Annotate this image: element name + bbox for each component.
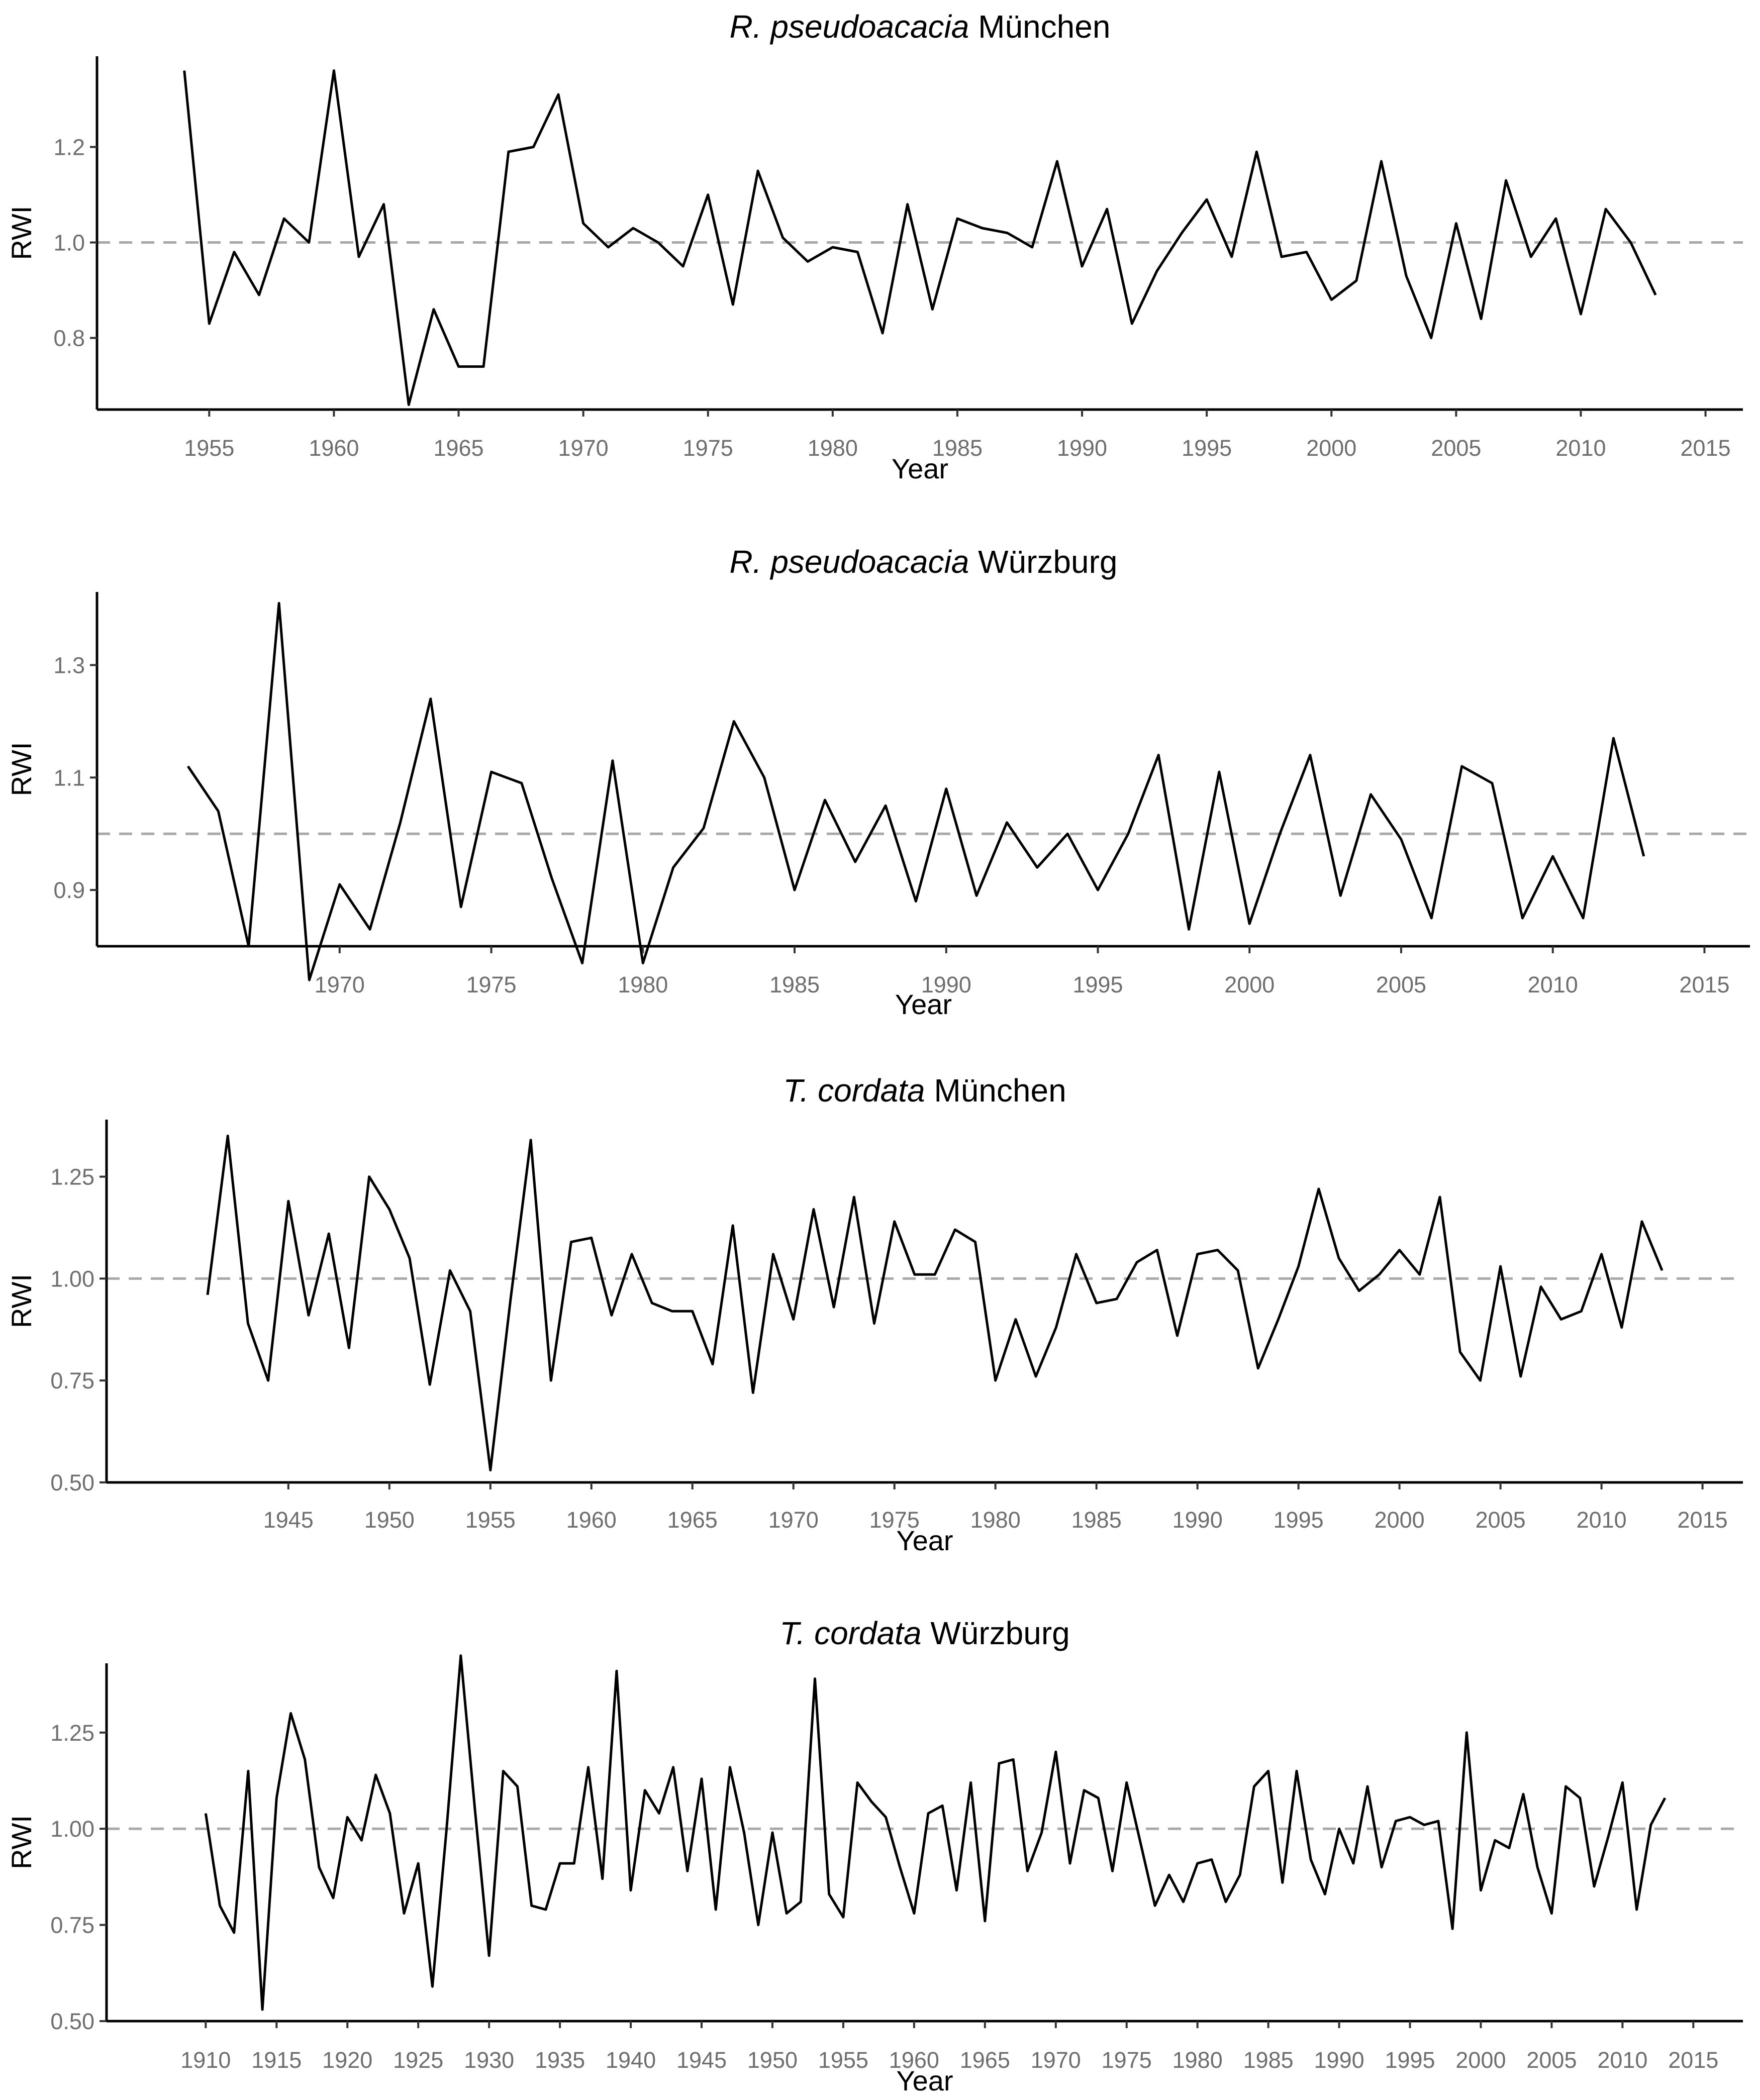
x-tick-label: 1960 xyxy=(309,435,359,461)
chart-title xyxy=(730,9,1111,45)
chart-title-species: T. cordata xyxy=(779,1615,922,1651)
y-tick-label: 0.75 xyxy=(50,1912,94,1938)
x-tick-label: 1940 xyxy=(605,2047,656,2073)
x-tick-label: 1915 xyxy=(251,2047,302,2073)
x-tick-label: 1980 xyxy=(807,435,858,461)
x-tick-label: 1970 xyxy=(314,972,365,997)
rwi-series-line xyxy=(208,1136,1662,1470)
y-tick-label: 1.25 xyxy=(50,1720,94,1746)
x-tick-label: 1950 xyxy=(747,2047,798,2073)
x-tick-label: 1970 xyxy=(1030,2047,1081,2073)
x-tick-label: 2015 xyxy=(1679,972,1730,997)
x-tick-label: 1975 xyxy=(466,972,517,997)
chart-title xyxy=(730,544,1118,580)
x-tick-label: 2005 xyxy=(1376,972,1427,997)
x-tick-label: 1990 xyxy=(921,972,971,997)
x-tick-label: 1990 xyxy=(1056,435,1108,461)
x-tick-label: 1975 xyxy=(1101,2047,1152,2073)
x-tick-label: 1930 xyxy=(464,2047,515,2073)
x-tick-label: 1980 xyxy=(1172,2047,1223,2073)
y-tick-label: 0.50 xyxy=(50,1470,94,1495)
chart-title-species: T. cordata xyxy=(783,1072,925,1109)
rwi-series-line xyxy=(184,71,1656,405)
x-axis-title: Year xyxy=(891,453,949,484)
y-tick-label: 0.8 xyxy=(53,325,85,351)
x-tick-label: 1945 xyxy=(263,1507,314,1533)
chart-title-species: R. pseudoacacia xyxy=(729,9,969,45)
x-tick-label: 1955 xyxy=(465,1507,516,1533)
x-tick-label: 2000 xyxy=(1224,972,1275,997)
chart-panel-3 xyxy=(6,1072,1743,1556)
x-tick-label: 2000 xyxy=(1306,435,1357,461)
x-tick-label: 2005 xyxy=(1475,1507,1526,1533)
y-tick-label: 1.1 xyxy=(53,765,85,791)
x-tick-label: 1980 xyxy=(970,1507,1021,1533)
chart-title xyxy=(779,1615,1069,1651)
y-tick-label: 1.00 xyxy=(50,1266,94,1292)
chart-panel-4 xyxy=(6,1615,1743,2096)
x-tick-label: 1950 xyxy=(364,1507,415,1533)
x-tick-label: 2015 xyxy=(1668,2047,1719,2073)
x-tick-label: 2015 xyxy=(1680,435,1731,461)
rwi-series-line xyxy=(188,603,1644,980)
x-tick-label: 2015 xyxy=(1677,1507,1728,1533)
x-tick-label: 1995 xyxy=(1385,2047,1435,2073)
x-tick-label: 1965 xyxy=(433,435,484,461)
x-tick-label: 1985 xyxy=(769,972,820,997)
x-tick-label: 2000 xyxy=(1374,1507,1425,1533)
y-tick-label: 0.75 xyxy=(50,1368,94,1394)
x-tick-label: 1965 xyxy=(959,2047,1010,2073)
x-tick-label: 1945 xyxy=(676,2047,727,2073)
x-tick-label: 2005 xyxy=(1526,2047,1577,2073)
x-tick-label: 1995 xyxy=(1273,1507,1324,1533)
x-axis-title: Year xyxy=(895,988,952,1020)
y-tick-label: 1.00 xyxy=(50,1816,94,1842)
x-tick-label: 1965 xyxy=(667,1507,718,1533)
x-tick-label: 1975 xyxy=(869,1507,920,1533)
chart-title-site: München xyxy=(925,1072,1066,1109)
x-tick-label: 1920 xyxy=(322,2047,373,2073)
y-tick-label: 1.3 xyxy=(53,652,85,678)
x-tick-label: 1910 xyxy=(180,2047,231,2073)
x-axis-title: Year xyxy=(896,2065,953,2096)
x-tick-label: 1990 xyxy=(1314,2047,1364,2073)
y-axis-title: RWI xyxy=(6,742,37,796)
x-tick-label: 1985 xyxy=(932,435,983,461)
x-tick-label: 1960 xyxy=(889,2047,939,2073)
rwi-series-line xyxy=(206,1656,1665,2010)
y-tick-label: 0.50 xyxy=(50,2009,94,2034)
y-axis-title: RWI xyxy=(6,1274,37,1328)
chart-title-site: München xyxy=(969,9,1111,45)
chart-title xyxy=(783,1072,1066,1109)
x-tick-label: 1960 xyxy=(566,1507,617,1533)
x-tick-label: 2010 xyxy=(1597,2047,1648,2073)
y-tick-label: 1.25 xyxy=(50,1164,94,1190)
x-tick-label: 1985 xyxy=(1071,1507,1122,1533)
x-tick-label: 1935 xyxy=(535,2047,585,2073)
x-tick-label: 1975 xyxy=(682,435,733,461)
x-tick-label: 2005 xyxy=(1431,435,1482,461)
x-tick-label: 2000 xyxy=(1455,2047,1506,2073)
x-tick-label: 1970 xyxy=(768,1507,819,1533)
chart-title-site: Würzburg xyxy=(921,1615,1070,1651)
y-axis-title: RWI xyxy=(6,1815,37,1869)
y-axis-title: RWI xyxy=(6,206,37,260)
x-tick-label: 1970 xyxy=(558,435,609,461)
x-tick-label: 1955 xyxy=(818,2047,868,2073)
chart-title-site: Würzburg xyxy=(969,544,1118,580)
chart-title-species: R. pseudoacacia xyxy=(729,544,969,580)
x-tick-label: 2010 xyxy=(1576,1507,1627,1533)
x-tick-label: 1985 xyxy=(1243,2047,1294,2073)
chart-panel-1 xyxy=(6,9,1743,484)
y-tick-label: 1.0 xyxy=(53,230,85,256)
x-tick-label: 1955 xyxy=(184,435,235,461)
x-tick-label: 1990 xyxy=(1172,1507,1223,1533)
x-tick-label: 2010 xyxy=(1527,972,1578,997)
y-tick-label: 0.9 xyxy=(53,877,85,904)
x-tick-label: 1980 xyxy=(618,972,668,997)
x-tick-label: 1925 xyxy=(393,2047,444,2073)
chart-panel-2 xyxy=(6,544,1750,1020)
y-tick-label: 1.2 xyxy=(53,134,85,160)
x-tick-label: 1995 xyxy=(1182,435,1232,461)
x-axis-title: Year xyxy=(896,1525,953,1556)
x-tick-label: 2010 xyxy=(1555,435,1606,461)
x-tick-label: 1995 xyxy=(1072,972,1123,997)
